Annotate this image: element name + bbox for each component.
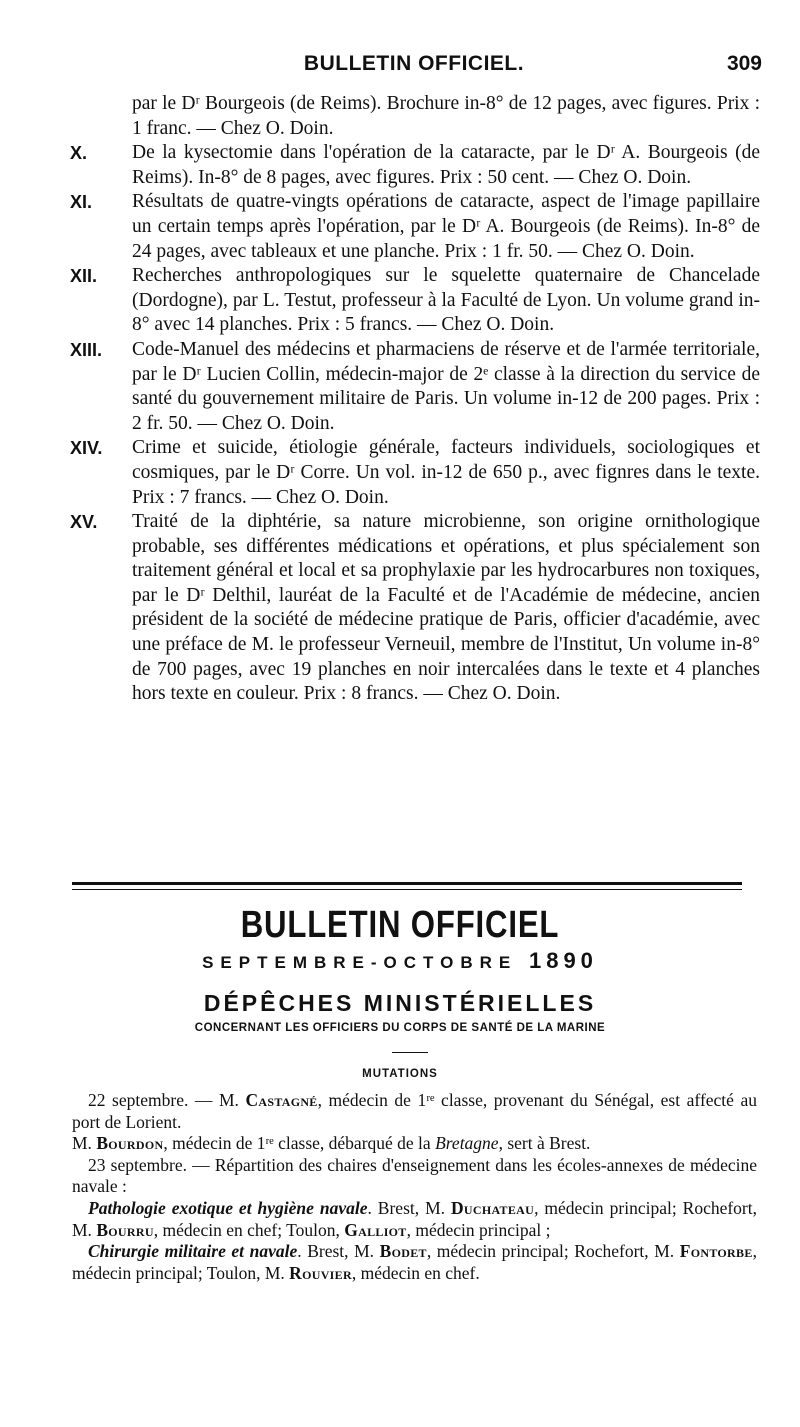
paragraph-text: 23 septembre. — Répartition des chaires d'enseignement dans les écoles-annexes de médecine navale : (72, 1154, 757, 1197)
section-divider (72, 882, 742, 890)
entry-number (70, 92, 132, 141)
person-name: Bourru (96, 1219, 154, 1240)
paragraph-text: , sert à Brest. (498, 1133, 591, 1154)
paragraph-text: , médecin de 1ʳᵉ classe, provenant du Sénégal, est affecté au port de Lorient. (72, 1090, 758, 1132)
bulletin-title: BULLETIN OFFICIEL (240, 904, 560, 946)
paragraph-text: , médecin principal; Rochefort, M. (72, 1197, 757, 1240)
bibliography-entry (70, 190, 760, 264)
entry-text: Crime et suicide, étiologie générale, facteurs individuels, sociologiques et cosmiques, par le Dʳ Corre. Un vol. in-12 de 650 p., avec fignres dans le texte. Prix : 7 francs. — Chez O. Doin. (132, 437, 760, 508)
paragraph-text: . Brest, M. (367, 1197, 451, 1218)
person-name: Castagné (245, 1090, 318, 1110)
paragraph-text: , médecin principal; Toulon, M. (72, 1241, 758, 1283)
paragraph-text: . Brest, M. (297, 1241, 380, 1262)
bibliography-entry (70, 264, 760, 338)
entry-number: X. (70, 143, 88, 164)
entry-text: Traité de la diphtérie, sa nature microbienne, son origine ornithologique probable, ses différentes médications et opérations, et plus spécialement son traitement général et local et sa prophylaxie par les hydrocarbures non toxiques, par le Dʳ Delthil, lauréat de la Faculté et de l'Académie de médecine, ancien président de la société de médecine pratique de Paris, officier d'académie, avec une préface de M. le professeur Verneuil, membre de l'Institut, Un volume in-8° de 700 pages, avec 19 planches en noir intercalées dans le texte et 4 planches hors texte en couleur. Prix : 8 francs. — Chez O. Doin. (132, 511, 760, 705)
entry-text: Code-Manuel des médecins et pharmaciens de réserve et de l'armée territoriale, par le Dʳ Lucien Collin, médecin-major de 2ᵉ classe à la direction du service de santé du gouvernement militaire de Paris. Un volume in-12 de 200 pages. Prix : 2 fr. 50. — Chez O. Doin. (132, 338, 760, 434)
entry-text: par le Dʳ Bourgeois (de Reims). Brochure in-8° de 12 pages, avec figures. Prix : 1 franc. — Chez O. Doin. (132, 93, 760, 139)
paragraph (72, 1133, 757, 1155)
paragraph-text: , médecin principal ; (406, 1219, 551, 1240)
person-name: Duchateau (450, 1197, 535, 1218)
person-name: Bodet (379, 1241, 427, 1262)
bibliography-entry (70, 510, 760, 707)
course-subject: Pathologie exotique et hygiène navale (88, 1197, 368, 1218)
entry-text: De la kysectomie dans l'opération de la cataracte, par le Dʳ A. Bourgeois (de Reims). In-8° de 8 pages, avec figures. Prix : 50 cent. — Chez O. Doin. (132, 142, 760, 188)
section-subtitle: CONCERNANT LES OFFICIERS DU CORPS DE SANTÉ DE LA MARINE (194, 1022, 606, 1034)
bibliography-entry (70, 338, 760, 436)
course-subject: Chirurgie militaire et navale (88, 1241, 298, 1262)
entry-text: Résultats de quatre-vingts opérations de cataracte, aspect de l'image papillaire un certain temps après l'opération, par le Dʳ A. Bourgeois (de Reims). In-8° de 24 pages, avec tableaux et une planche. Prix : 1 fr. 50. — Chez O. Doin. (132, 191, 760, 262)
page-number: 309 (726, 52, 762, 75)
running-title: BULLETIN OFFICIEL. (303, 52, 525, 75)
paragraph (72, 1155, 757, 1198)
bulletin-months: SEPTEMBRE-OCTOBRE (202, 953, 518, 972)
paragraph-text: , médecin en chef; Toulon, (153, 1219, 345, 1240)
paragraph (72, 1241, 757, 1284)
entry-number: XI. (70, 192, 93, 213)
entry-number: XV. (70, 512, 98, 533)
section-heading: DÉPÊCHES MINISTÉRIELLES (203, 990, 597, 1016)
entry-text: Recherches anthropologiques sur le squelette quaternaire de Chancelade (Dordogne), par L. Testut, professeur à la Faculté de Lyon. Un volume grand in-8° avec 14 planches. Prix : 5 francs. — Chez O. Doin. (132, 265, 760, 336)
bibliography-entry (70, 141, 760, 190)
mutations-heading: MUTATIONS (362, 1068, 438, 1080)
bulletin-date (0, 948, 800, 974)
bibliography-entry (70, 436, 760, 510)
paragraph (72, 1090, 757, 1133)
entry-number: XII. (70, 266, 98, 287)
bibliography-entry (70, 92, 760, 141)
person-name: Fontorbe (679, 1241, 753, 1262)
paragraph-text: , médecin en chef. (351, 1262, 480, 1283)
bibliography-list (70, 92, 760, 707)
short-divider (392, 1052, 428, 1053)
person-name: Galliot (344, 1219, 407, 1240)
bulletin-year: 1890 (528, 948, 598, 973)
entry-number: XIII. (70, 339, 103, 360)
entry-number: XIV. (70, 438, 103, 459)
running-head (60, 52, 768, 82)
person-name: Bourdon (96, 1133, 164, 1154)
mutations-body (72, 1090, 757, 1284)
paragraph (72, 1198, 757, 1241)
paragraph-text: M. (72, 1133, 97, 1154)
paragraph-text: 22 septembre. — M. (88, 1090, 246, 1110)
paragraph-text: , médecin principal; Rochefort, M. (426, 1241, 680, 1262)
person-name: Rouvier (289, 1262, 352, 1283)
paragraph-text: , médecin de 1ʳᵉ classe, débarqué de la (163, 1133, 436, 1154)
ship-name: Bretagne (435, 1133, 499, 1154)
